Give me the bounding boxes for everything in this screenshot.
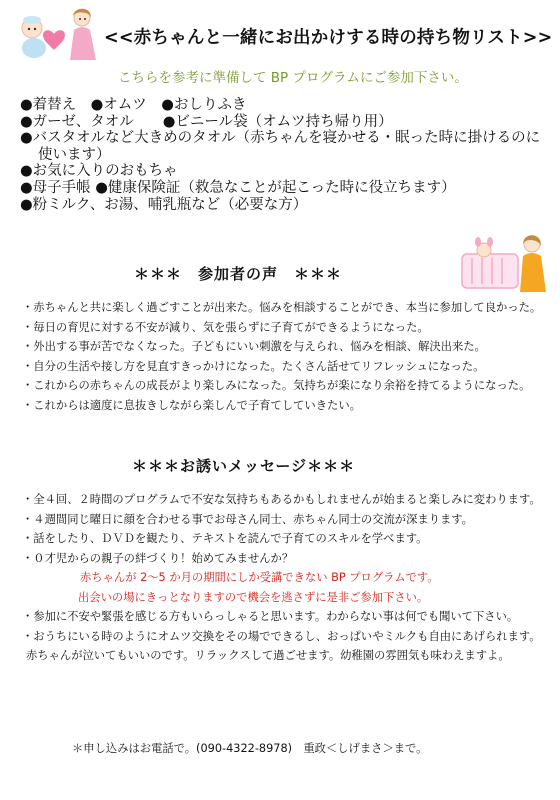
list-item: ●粉ミルク、お湯、哺乳瓶など（必要な方）: [20, 196, 308, 213]
contact-info: ＊申し込みはお電話で。(090-4322-8978) 重政＜しげまさ＞まで。: [72, 742, 428, 755]
highlight-line: 出会いの場にきっとなりますので機会を逃さずに是非ご参加下さい。: [78, 590, 429, 604]
mother-baby-heart-icon: [14, 4, 104, 62]
list-item: ・自分の生活や接し方を見直すきっかけになった。たくさん話せてリフレッシュになった。: [22, 359, 485, 373]
belongings-list: [20, 97, 550, 213]
list-item: ・赤ちゃんと共に楽しく過ごすことが出来た。悩みを相談することができ、本当に参加して良かった。: [22, 301, 542, 314]
invite-section-title: ＊＊＊お誘いメッセージ＊＊＊: [132, 457, 356, 475]
mother-baby-crib-icon: [460, 232, 550, 294]
list-item: ・全４回、２時間のプログラムで不安な気持ちもあるかもしれませんが始まると楽しみに変わります。: [22, 493, 541, 506]
list-item: ・おうちにいる時のようにオムツ交換をその場でできるし、おっぱいやミルクも自由にあげられます。: [22, 629, 541, 643]
invite-list: [22, 490, 550, 666]
list-item: ・毎日の育児に対する不安が減り、気を張らずに子育てができるようになった。: [22, 320, 429, 334]
list-item: 赤ちゃんが泣いてもいいのです。リラックスして過ごせます。幼稚園の雰囲気も味わえますよ。: [26, 649, 510, 662]
list-item: ・参加に不安や緊張を感じる方もいらっしゃると思います。わからない事は何でも聞いて下さい。: [22, 610, 519, 623]
highlight-line: 赤ちゃんが 2～5 か月の期間にしか受講できない BP プログラムです。: [80, 571, 439, 584]
list-item: ・０才児からの親子の絆づくり！始めてみませんか？: [22, 551, 294, 565]
list-item: ・これからは適度に息抜きしながら楽しんで子育てしていきたい。: [22, 398, 361, 412]
page-subtitle: こちらを参考に準備して BP プログラムにご参加下さい。: [118, 70, 468, 86]
voices-list: [22, 298, 550, 415]
list-item: ●着替え ●オムツ ●おしりふき: [20, 97, 247, 113]
list-item: ・これからの赤ちゃんの成長がより楽しみになった。気持ちが楽になり余裕を持てるようになった。: [22, 379, 531, 392]
page-title: <<赤ちゃんと一緒にお出かけする時の持ち物リスト>>: [104, 28, 553, 48]
voices-section-title: ＊＊＊ 参加者の声 ＊＊＊: [134, 265, 343, 283]
list-item: ・話をしたり、ＤＶＤを観たり、テキストを読んで子育てのスキルを学べます。: [22, 532, 428, 545]
list-item: ・外出する事が苦でなくなった。子どもにいい刺激を与えられ、悩みを相談、解決出来た。: [22, 340, 486, 353]
list-item: ●母子手帳 ●健康保険証（救急なことが起こった時に役立ちます）: [20, 179, 456, 196]
list-item: ●ガーゼ、タオル ●ビニール袋（オムツ持ち帰り用）: [20, 113, 393, 130]
list-item: ●バスタオルなど大きめのタオル（赤ちゃんを寝かせる・眠った時に掛けるのに使います）: [20, 130, 541, 163]
list-item: ●お気に入りのおもちゃ: [20, 163, 178, 180]
list-item: ・４週間同じ曜日に顔を合わせる事でお母さん同士、赤ちゃん同士の交流が深まります。: [22, 512, 473, 526]
